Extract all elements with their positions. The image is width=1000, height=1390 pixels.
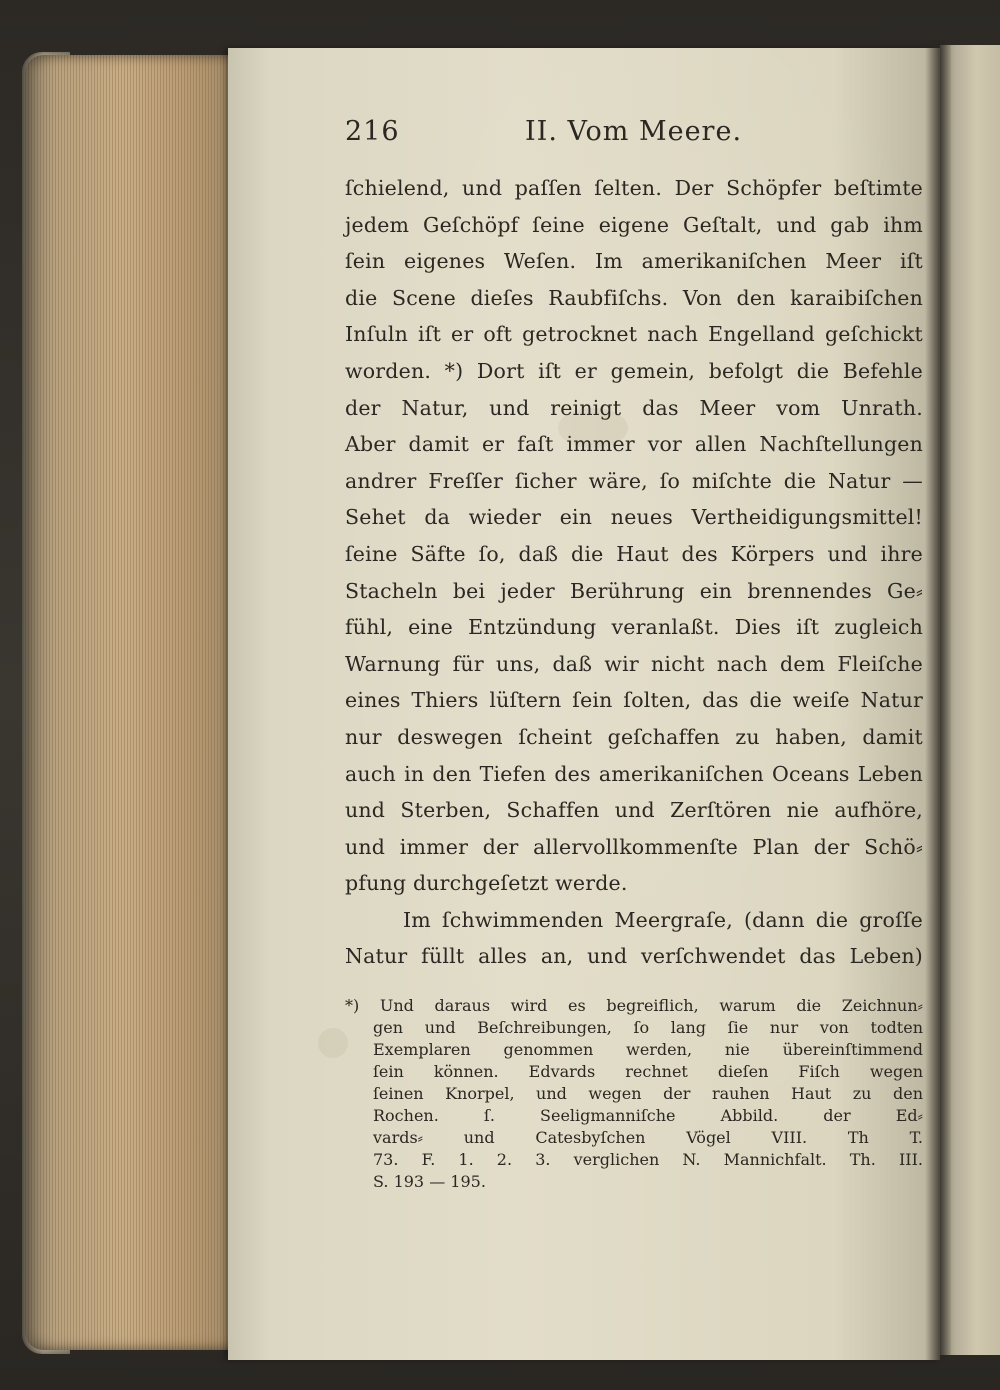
paper-stain [318, 1028, 348, 1058]
text-line: der Natur, und reinigt das Meer vom Unrath. [345, 395, 923, 420]
footnote-line: ſein können. Edvards rechnet dieſen Fiſch wegen [373, 1062, 923, 1082]
footnote-line: S. 193 — 195. [373, 1172, 486, 1192]
footnote-line: gen und Beſchreibungen, ſo lang ſie nur von todten [373, 1018, 923, 1038]
text-line: andrer Freſſer ſicher wäre, ſo miſchte die Natur — [345, 468, 923, 493]
text-line: ſein eigenes Weſen. Im amerikaniſchen Meer iſt [345, 249, 923, 274]
running-head: II. Vom Meere. [525, 116, 743, 147]
book-page [228, 48, 940, 1360]
text-line: und immer der allervollkommenſte Plan der Schö⸗ [345, 834, 923, 859]
page-number: 216 [345, 116, 400, 147]
footnote [345, 995, 923, 1193]
text-line: auch in den Tiefen des amerikaniſchen Oceans Leben [345, 761, 923, 786]
text-line: die Scene dieſes Raubfiſchs. Von den karaibiſchen [345, 285, 923, 310]
text-line: Natur füllt alles an, und verſchwendet das Leben) [345, 944, 923, 969]
text-line: pfung durchgeſetzt werde. [345, 871, 628, 896]
text-line: Sehet da wieder ein neues Vertheidigungsmittel! [345, 505, 923, 530]
footnote-line: *) Und daraus wird es begreiflich, warum die Zeichnun⸗ [345, 996, 923, 1016]
text-line: ſchielend, und paſſen ſelten. Der Schöpfer beſtimte [345, 176, 923, 200]
text-line: eines Thiers lüſtern ſein ſolten, das die weiſe Natur [345, 688, 923, 713]
footnote-line: Rochen. ſ. Seeligmanniſche Abbild. der Ed⸗ [373, 1106, 923, 1126]
page-header [345, 116, 923, 164]
body-text [345, 170, 923, 975]
text-line: jedem Geſchöpf ſeine eigene Geſtalt, und gab ihm [345, 212, 923, 237]
book-gutter [925, 40, 951, 1360]
footnote-line: vards⸗ und Catesbyſchen Vögel VIII. Th T. [373, 1128, 923, 1148]
footnote-line: 73. F. 1. 2. 3. verglichen N. Mannichfalt. Th. III. [373, 1150, 923, 1170]
text-line: ſeine Säfte ſo, daß die Haut des Körpers und ihre [345, 541, 923, 566]
text-line: Inſuln iſt er oft getrocknet nach Engelland geſchickt [345, 322, 923, 347]
text-line: Aber damit er faſt immer vor allen Nachſtellungen [345, 432, 923, 457]
text-line: und Sterben, Schaffen und Zerſtören nie aufhöre, [345, 798, 923, 823]
text-block [345, 116, 923, 1193]
text-line: Stacheln bei jeder Berührung ein brennendes Ge⸗ [345, 578, 923, 603]
text-line: worden. *) Dort iſt er gemein, befolgt die Befehle [345, 358, 923, 383]
text-line: Warnung für uns, daß wir nicht nach dem Fleiſche [345, 651, 923, 676]
footnote-line: ſeinen Knorpel, und wegen der rauhen Haut zu den [373, 1084, 923, 1104]
text-line: Im ſchwimmenden Meergraſe, (dann die groſſe [403, 907, 923, 932]
page-stack-edge [25, 55, 240, 1350]
text-line: nur deswegen ſcheint geſchaffen zu haben, damit [345, 724, 923, 749]
text-line: fühl, eine Entzündung veranlaßt. Dies iſt zugleich [345, 615, 923, 640]
footnote-line: Exemplaren genommen werden, nie übereinſtimmend [373, 1040, 923, 1060]
